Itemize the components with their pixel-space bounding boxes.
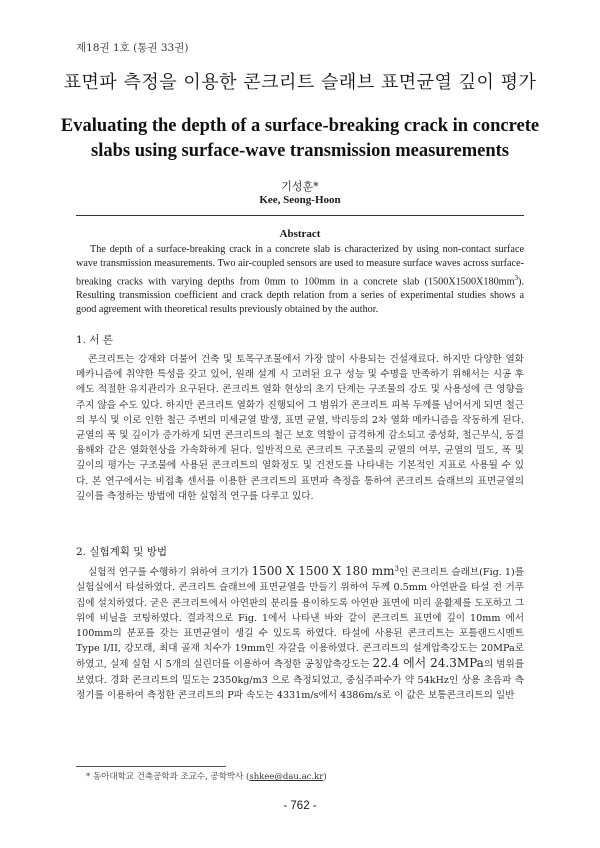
slab-dimensions: 1500 X 1500 X 180 mm: [251, 564, 395, 579]
abstract-heading: Abstract: [279, 228, 321, 240]
strength-range: 22.4 에서 24.3MPa: [372, 656, 484, 671]
korean-title: 표면파 측정을 이용한 콘크리트 슬래브 표면균열 깊이 평가: [63, 72, 537, 93]
footnote-divider: [76, 766, 226, 767]
abstract-body: The depth of a surface-breaking crack in a concrete slab is characterized by using non-contact surface wave transmission measurements. Two air-coupled sensors are used to measure surface waves across surface-breaking cracks with varying depths from 0mm to 100mm in a concrete slab $(1500X1500X180mm^3)$. Resulting transmission coefficient and crack depth relation from a series of experimental studies shows a good agreement with theoretical results previously obtained by the author.: [76, 244, 524, 316]
page-number: - 762 -: [283, 800, 317, 812]
volume-header: 제18권 1호 (통권 33권): [76, 42, 189, 54]
section-heading-methods: 2. 실험계획 및 방법: [76, 546, 168, 558]
author-english: Kee, Seong-Hoon: [259, 194, 341, 206]
header-divider: [76, 215, 524, 216]
author-email-link[interactable]: shkee@dau.ac.kr: [249, 772, 324, 782]
footnote: * 동아대학교 건축공학과 조교수, 공학박사 (shkee@dau.ac.kr): [86, 772, 327, 782]
english-title: Evaluating the depth of a surface-breaking crack in concrete slabs using surface-wave transmission measurements: [60, 116, 540, 161]
section-body-intro: 콘크리트는 강재와 더불어 건축 및 토목구조물에서 가장 많이 사용되는 건설재료다. 하지만 다양한 열화 메카니즘에 취약한 특성을 갖고 있어, 원래 설계 시 고려된 요구 성능 및 수명을 만족하기 위해서는 시공 후에도 적절한 유지관리가 요구된다. 콘크리트 열화 현상의 초기 단계는 구조물의 강도 및 사용성에 큰 영향을 주지 않을 수도 있다. 하지만 콘크리트 열화가 진행되어 그 범위가 콘크리트 피복 두께를 넘어서게 되면 철근의 부식 및 이로 인한 철근 주변의 미세균열 발생, 표면 균열, 박리등의 2차 열화 메카니즘을 작동하게 된다. 균열의 폭 및 깊이가 증가하게 되면 콘크리트의 철근 보호 역할이 급격하게 감소되고 중성화, 철근부식, 동결융해와 같은 열화현상을 가속화하게 된다. 일반적으로 콘크리트 구조물의 균열의 여부, 균열의 밀도, 폭 및 깊이의 평가는 구조물에 사용된 콘크리트의 열화정도 및 건전도를 나타내는 기본적인 지표로 사용될 수 있다. 본 연구에서는 비접촉 센서를 이용한 콘크리트의 표면파 측정을 통하여 콘크리트 슬래브의 표면균열의 깊이를 측정하는 방법에 대한 실험적 연구를 다루고 있다.: [76, 354, 524, 502]
section-heading-intro: 1. 서 론: [76, 334, 113, 346]
section-body-methods: 실험적 연구를 수행하기 위하여 크기가 1500 X 1500 X 180 $mm^3$인 콘크리트 슬래브(Fig. 1)를 실험실에서 타설하였다. 콘크리트 슬래브에 표면균열을 만들기 위하여 두께 0.5mm 아연판을 타설 전 거푸집에 설치하였다. 굳은 콘크리트에서 아연판의 분리를 용이하도록 아연판 표면에 미리 윤활제를 도포하고 그 위에 비닐을 코팅하였다. 결과적으로 Fig. 1에서 나타낸 바와 같이 콘크리트 표면에 깊이 10mm 에서 100mm의 분포를 갖는 표면균열이 생길 수 있도록 하였다. 타설에 사용된 콘크리트는 포틀랜드시멘트 Type I/II, 강모래, 최대 골재 치수가 19mm인 자갈을 이용하였다. 콘크리트의 설계압축강도는 20MPa로 하였고, 실제 실험 시 5개의 실린더를 이용하여 측정한 공칭압축강도는 22.4 에서 24.3MPa의 범위를 보였다. 경화 콘크리트의 밀도는 2350kg/m3 으로 측정되었고, 중심주파수가 약 54kHz인 상용 초음파 측정기를 이용하여 측정한 콘크리트의 P파 속도는 4331m/s에서 4386m/s로 이 값은 보통콘크리트의 일반: [76, 564, 525, 701]
author-korean: 기성훈*: [281, 180, 319, 193]
